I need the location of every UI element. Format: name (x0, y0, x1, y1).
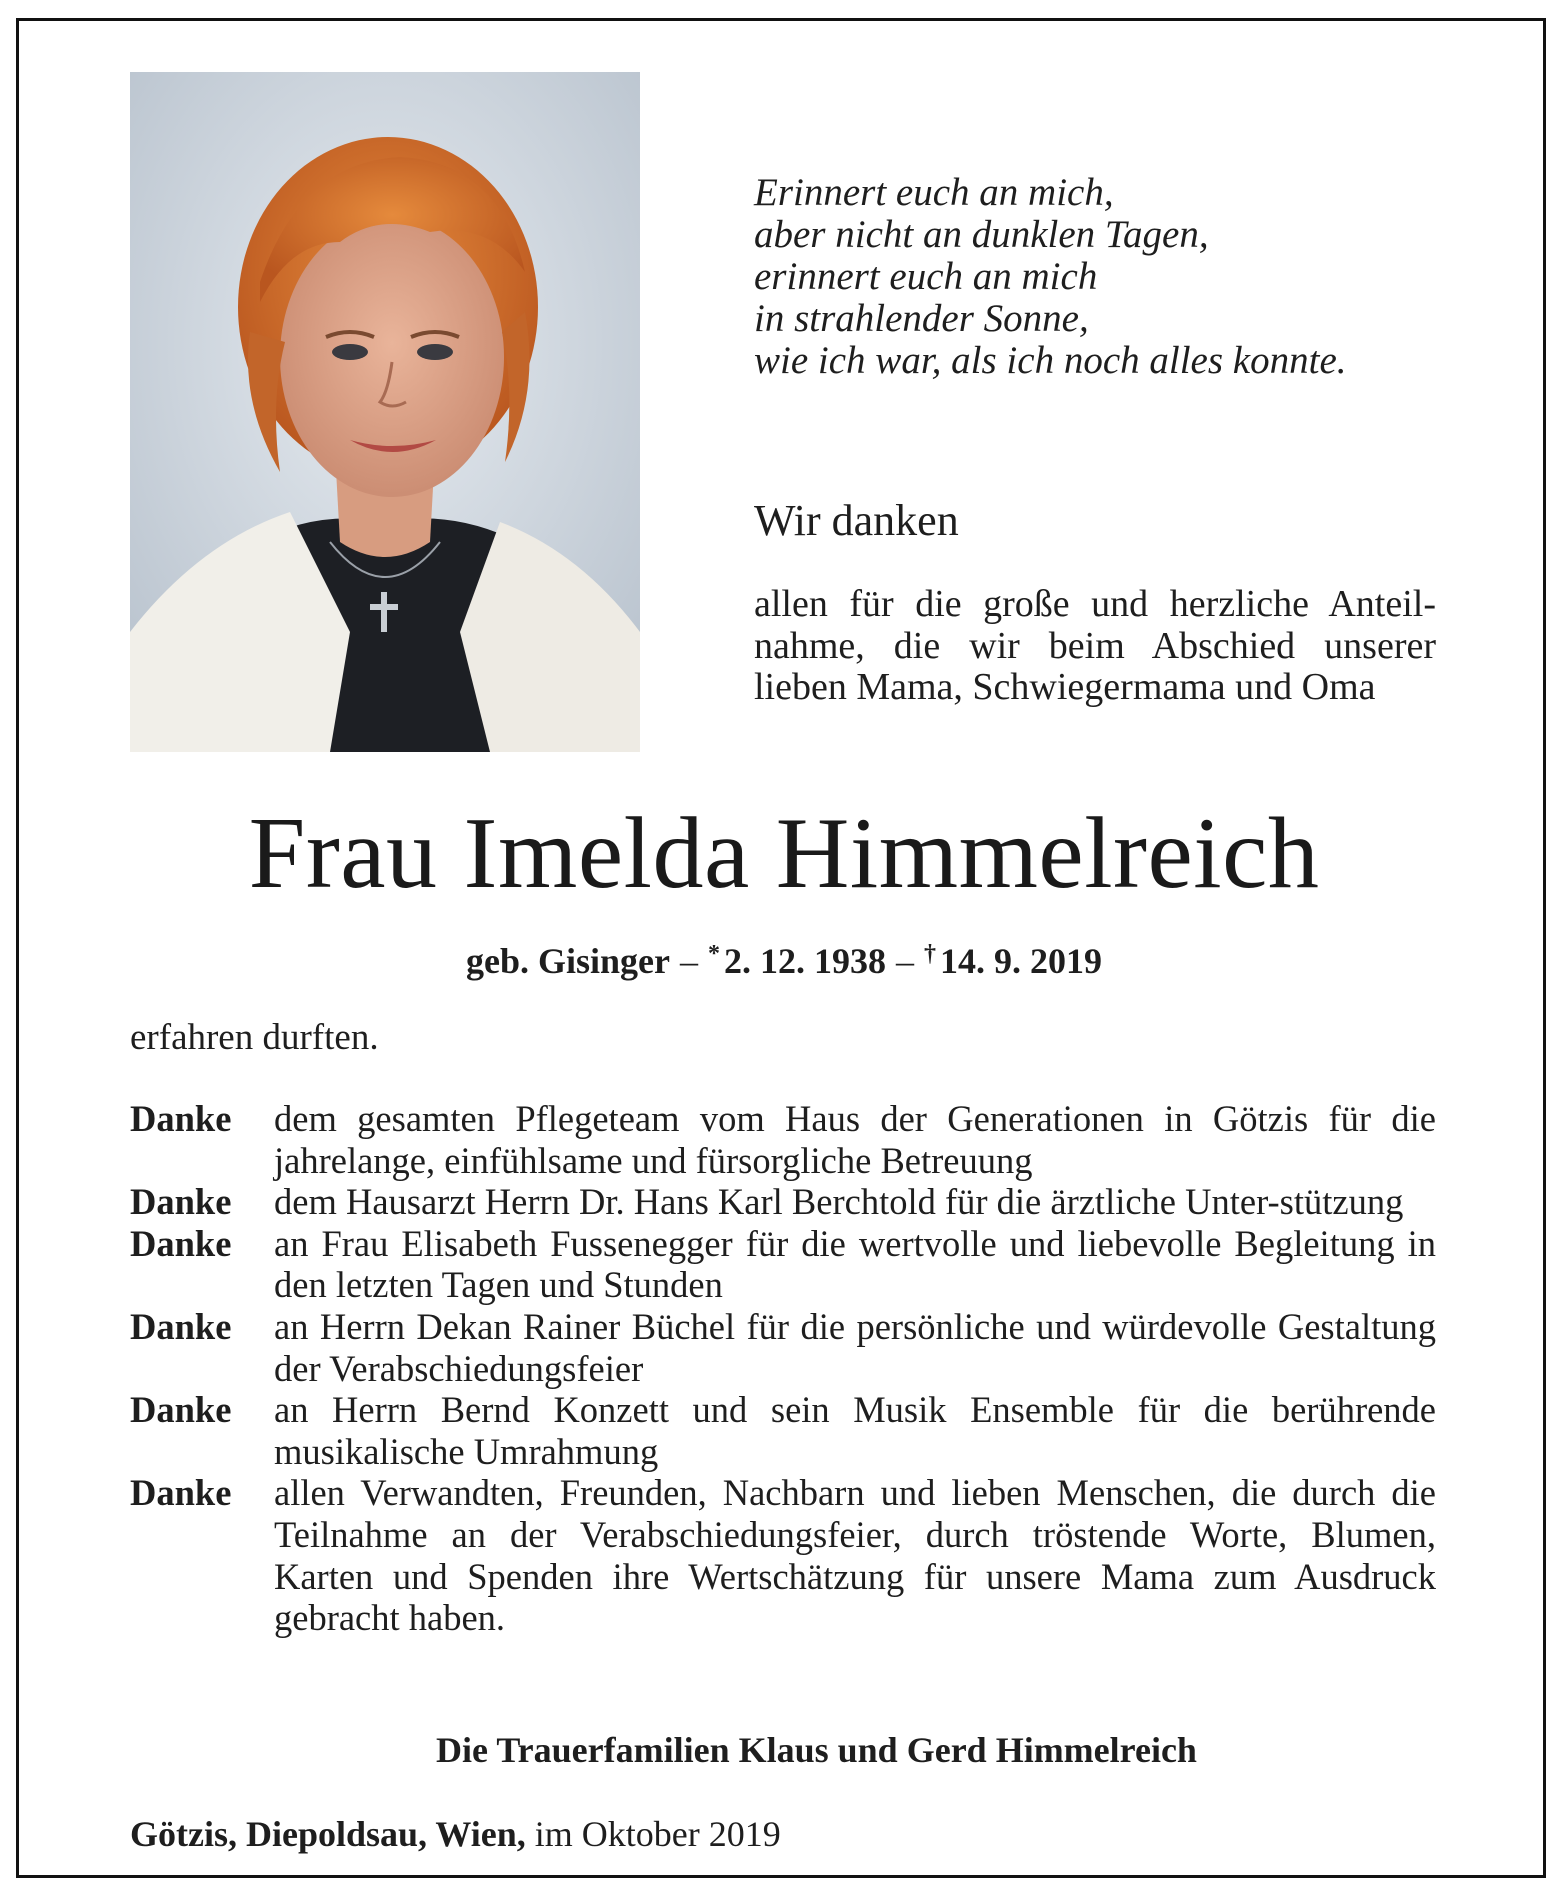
memorial-poem (754, 172, 1474, 382)
portrait-illustration (130, 72, 640, 752)
danke-text: an Herrn Dekan Rainer Büchel für die persönliche und würdevolle Gestaltung der Verabschiedungsfeier (274, 1305, 1436, 1389)
death-date: 14. 9. 2019 (940, 941, 1102, 981)
danke-label: Danke (130, 1098, 232, 1139)
danke-item (130, 1472, 1436, 1638)
poem-line: Erinnert euch an mich, (754, 171, 1114, 214)
danke-item (130, 1181, 1436, 1223)
places: Götzis, Diepoldsau, Wien, (130, 1814, 526, 1854)
danke-label: Danke (130, 1222, 232, 1264)
danke-label: Danke (130, 1181, 232, 1223)
danke-item (130, 1389, 1436, 1472)
poem-line: erinnert euch an mich (754, 255, 1098, 298)
dash-separator: – (896, 941, 914, 981)
life-dates (0, 932, 1568, 983)
poem-line: wie ich war, als ich noch alles konnte. (754, 339, 1347, 382)
poem-line: aber nicht an dunklen Tagen, (754, 213, 1209, 256)
birth-symbol: * (708, 941, 720, 967)
danke-label: Danke (130, 1305, 232, 1347)
danke-item (130, 1098, 1436, 1181)
danke-list (130, 1098, 1436, 1639)
danke-text: an Herrn Bernd Konzett und sein Musik Ensemble für die berührende musikalische Umrahmung (274, 1389, 1436, 1472)
death-symbol: † (924, 941, 936, 967)
danke-text: dem Hausarzt Herrn Dr. Hans Karl Berchtold für die ärztliche Unter-stützung (274, 1181, 1404, 1223)
erfahren-text: erfahren durften. (130, 1017, 379, 1058)
birth-name: geb. Gisinger (466, 941, 670, 981)
danke-text: allen Verwandten, Freunden, Nachbarn und lieben Menschen, die durch die Teilnahme an der Verabschiedungsfeier, durch tröstende Worte, Blumen, Karten und Spenden ihre Wertschätzung für unsere Mama zum Ausdruck gebracht haben. (274, 1472, 1436, 1639)
dash-separator: – (680, 941, 698, 981)
deceased-name: Frau Imelda Himmelreich (248, 797, 1320, 910)
place-and-date (130, 1812, 781, 1856)
danke-label: Danke (130, 1472, 232, 1514)
danke-item (130, 1223, 1436, 1306)
birth-date: 2. 12. 1938 (724, 941, 886, 981)
danke-text: an Frau Elisabeth Fussenegger für die wertvolle und liebevolle Begleitung in den letzten Tagen und Stunden (274, 1222, 1436, 1306)
portrait-photo (130, 72, 640, 752)
poem-line: in strahlender Sonne, (754, 297, 1089, 340)
danke-label: Danke (130, 1389, 232, 1431)
thanks-intro-text: allen für die große und herzliche Anteil-nahme, die wir beim Abschied unserer lieben Mama, Schwiegermama und Oma (754, 583, 1436, 708)
danke-item (130, 1306, 1436, 1389)
date-text: im Oktober 2019 (525, 1814, 781, 1854)
family-signature: Die Trauerfamilien Klaus und Gerd Himmelreich (436, 1730, 1197, 1770)
thanks-heading: Wir danken (754, 496, 959, 545)
danke-text: dem gesamten Pflegeteam vom Haus der Generationen in Götzis für die jahrelange, einfühlsame und fürsorgliche Betreuung (274, 1098, 1436, 1181)
